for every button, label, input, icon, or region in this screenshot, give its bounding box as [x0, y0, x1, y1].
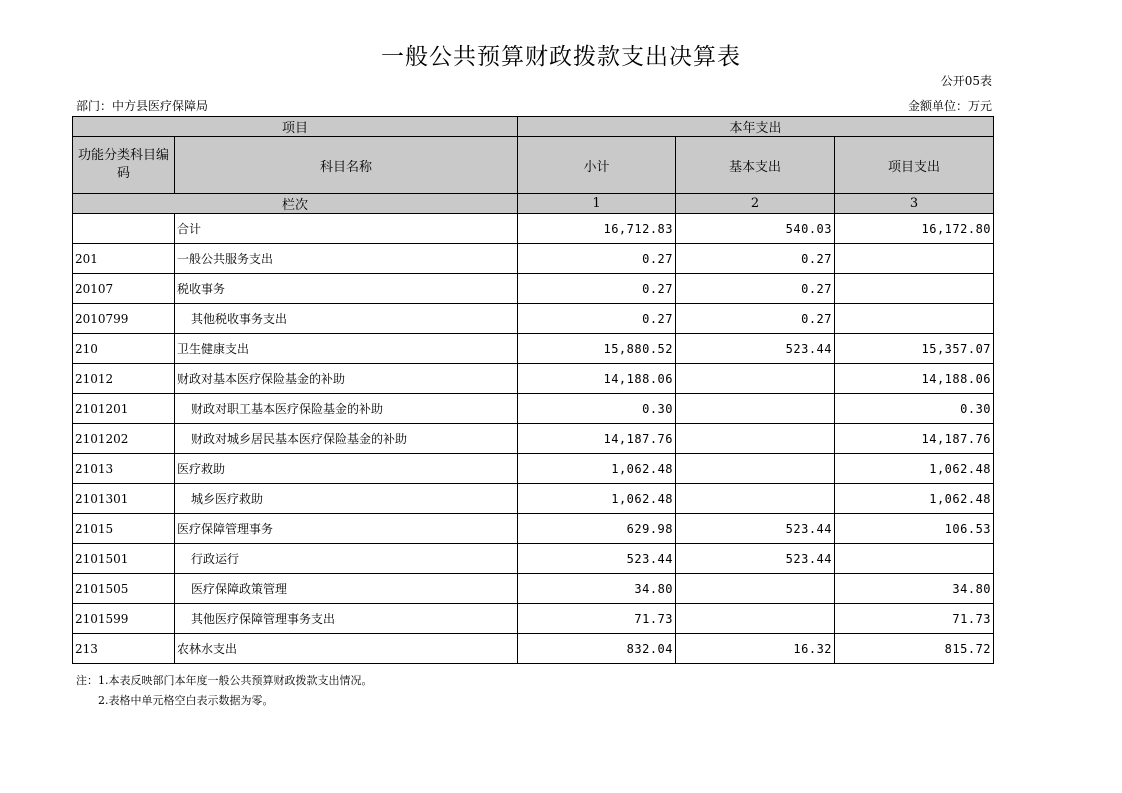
header-code: 功能分类科目编码 [73, 137, 175, 194]
row-project [835, 274, 994, 304]
row-subtotal: 1,062.48 [518, 484, 676, 514]
row-subtotal: 1,062.48 [518, 454, 676, 484]
row-name: 行政运行 [175, 544, 518, 574]
table-row [73, 634, 994, 664]
row-name: 税收事务 [175, 274, 518, 304]
row-name: 合计 [175, 214, 518, 244]
row-code: 21015 [73, 514, 175, 544]
header-name: 科目名称 [175, 137, 518, 194]
row-project [835, 244, 994, 274]
row-basic: 523.44 [676, 544, 835, 574]
header-project: 项目 [73, 117, 518, 137]
header-col-1: 1 [518, 194, 676, 214]
table-row [73, 244, 994, 274]
row-basic [676, 424, 835, 454]
report-title: 一般公共预算财政拨款支出决算表 [381, 44, 741, 70]
row-code [73, 214, 175, 244]
row-basic [676, 454, 835, 484]
table-row [73, 334, 994, 364]
amount-unit-label: 金额单位：万元 [907, 99, 992, 113]
table-row [73, 274, 994, 304]
row-code: 210 [73, 334, 175, 364]
header-column-label: 栏次 [73, 194, 518, 214]
row-subtotal: 71.73 [518, 604, 676, 634]
row-code: 2101505 [73, 574, 175, 604]
row-subtotal: 14,188.06 [518, 364, 676, 394]
row-code: 2101501 [73, 544, 175, 574]
footnotes [76, 671, 373, 711]
row-name: 医疗保障政策管理 [175, 574, 518, 604]
header-current-year: 本年支出 [518, 117, 994, 137]
header-basic: 基本支出 [676, 137, 835, 194]
row-name: 其他税收事务支出 [175, 304, 518, 334]
table-row [73, 364, 994, 394]
row-project: 815.72 [835, 634, 994, 664]
row-code: 21013 [73, 454, 175, 484]
row-code: 2101599 [73, 604, 175, 634]
row-subtotal: 0.30 [518, 394, 676, 424]
row-basic [676, 394, 835, 424]
row-code: 21012 [73, 364, 175, 394]
row-subtotal: 14,187.76 [518, 424, 676, 454]
row-project: 71.73 [835, 604, 994, 634]
row-subtotal: 0.27 [518, 244, 676, 274]
row-subtotal: 34.80 [518, 574, 676, 604]
row-project: 1,062.48 [835, 484, 994, 514]
row-basic: 540.03 [676, 214, 835, 244]
table-row [73, 304, 994, 334]
row-code: 201 [73, 244, 175, 274]
row-basic [676, 364, 835, 394]
row-project: 0.30 [835, 394, 994, 424]
row-name: 农林水支出 [175, 634, 518, 664]
row-code: 20107 [73, 274, 175, 304]
row-subtotal: 832.04 [518, 634, 676, 664]
row-project: 15,357.07 [835, 334, 994, 364]
row-basic: 0.27 [676, 304, 835, 334]
row-subtotal: 629.98 [518, 514, 676, 544]
table-row [73, 454, 994, 484]
footnote-1: 注：1.本表反映部门本年度一般公共预算财政拨款支出情况。 [76, 674, 373, 687]
header-col-2: 2 [676, 194, 835, 214]
row-code: 2101202 [73, 424, 175, 454]
row-basic: 0.27 [676, 274, 835, 304]
row-project: 106.53 [835, 514, 994, 544]
row-project: 14,187.76 [835, 424, 994, 454]
row-project: 1,062.48 [835, 454, 994, 484]
row-subtotal: 0.27 [518, 274, 676, 304]
row-code: 2101201 [73, 394, 175, 424]
expenditure-table [72, 116, 994, 664]
row-basic: 523.44 [676, 334, 835, 364]
footnote-2: 2.表格中单元格空白表示数据为零。 [98, 694, 274, 707]
row-basic: 0.27 [676, 244, 835, 274]
row-project: 34.80 [835, 574, 994, 604]
form-number: 公开05表 [940, 74, 992, 88]
row-code: 2101301 [73, 484, 175, 514]
row-basic [676, 574, 835, 604]
row-project: 14,188.06 [835, 364, 994, 394]
table-row [73, 604, 994, 634]
table-row [73, 514, 994, 544]
row-project [835, 304, 994, 334]
row-basic: 523.44 [676, 514, 835, 544]
row-subtotal: 16,712.83 [518, 214, 676, 244]
header-project-expenditure: 项目支出 [835, 137, 994, 194]
row-basic [676, 604, 835, 634]
row-subtotal: 0.27 [518, 304, 676, 334]
row-project [835, 544, 994, 574]
table-row [73, 544, 994, 574]
row-name: 城乡医疗救助 [175, 484, 518, 514]
row-name: 医疗保障管理事务 [175, 514, 518, 544]
row-subtotal: 523.44 [518, 544, 676, 574]
department-label: 部门：中方县医疗保障局 [76, 99, 209, 113]
header-col-3: 3 [835, 194, 994, 214]
row-name: 卫生健康支出 [175, 334, 518, 364]
row-name: 财政对基本医疗保险基金的补助 [175, 364, 518, 394]
row-basic [676, 484, 835, 514]
table-row [73, 484, 994, 514]
row-project: 16,172.80 [835, 214, 994, 244]
row-name: 一般公共服务支出 [175, 244, 518, 274]
row-name: 医疗救助 [175, 454, 518, 484]
table-row [73, 574, 994, 604]
row-code: 213 [73, 634, 175, 664]
header-subtotal: 小计 [518, 137, 676, 194]
row-basic: 16.32 [676, 634, 835, 664]
row-subtotal: 15,880.52 [518, 334, 676, 364]
row-name: 财政对职工基本医疗保险基金的补助 [175, 394, 518, 424]
table-row [73, 214, 994, 244]
table-row [73, 424, 994, 454]
row-name: 其他医疗保障管理事务支出 [175, 604, 518, 634]
row-name: 财政对城乡居民基本医疗保险基金的补助 [175, 424, 518, 454]
row-code: 2010799 [73, 304, 175, 334]
table-row [73, 394, 994, 424]
